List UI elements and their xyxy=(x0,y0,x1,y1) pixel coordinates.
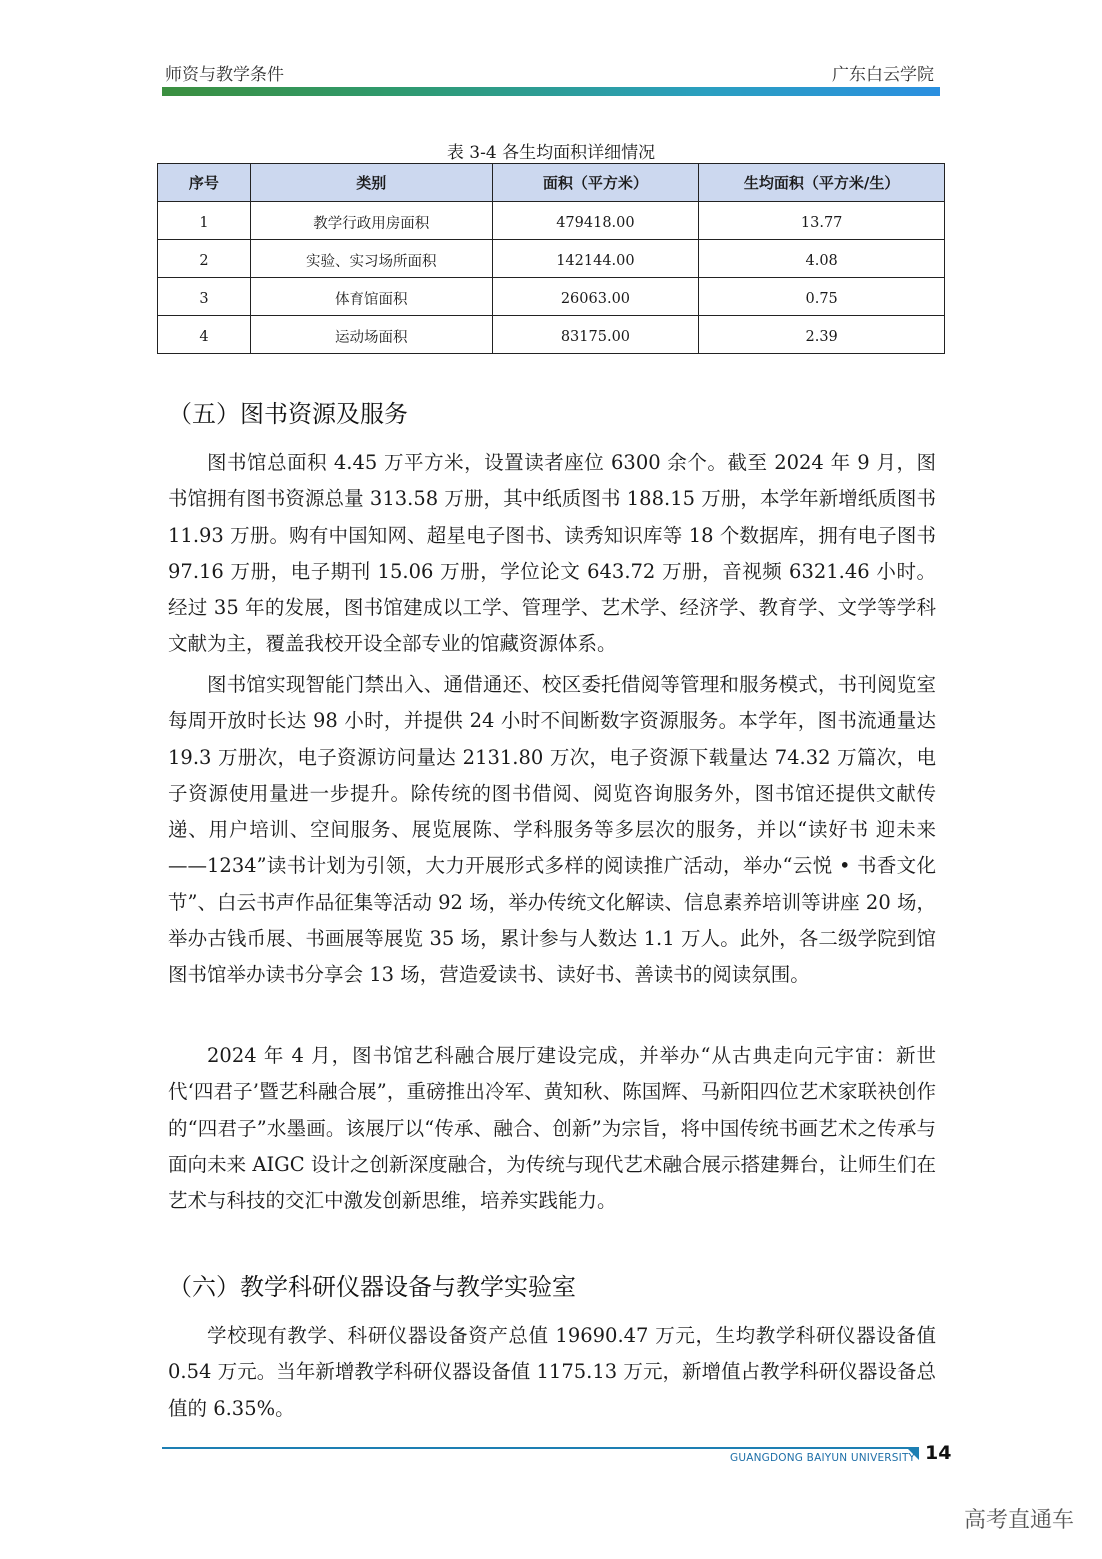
header-school-name: 广东白云学院 xyxy=(832,65,934,85)
table-cell: 26063.00 xyxy=(492,278,699,316)
table-row xyxy=(158,278,945,316)
table-cell: 体育馆面积 xyxy=(250,278,492,316)
area-table xyxy=(157,163,945,354)
paragraph-equipment-value: 学校现有教学、科研仪器设备资产总值 19690.47 万元，生均教学科研仪器设备值 0.54 万元。当年新增教学科研仪器设备值 1175.13 万元，新增值占教学科研仪器设备总值的 6.35%。 xyxy=(168,1324,936,1420)
table-cell: 3 xyxy=(158,278,251,316)
table-header-cell: 生均面积（平方米/生） xyxy=(699,164,945,202)
watermark-text: 高考直通车 xyxy=(963,1508,1074,1533)
table-header-cell: 面积（平方米） xyxy=(492,164,699,202)
table-row xyxy=(158,240,945,278)
table-cell: 运动场面积 xyxy=(250,316,492,354)
paragraph-library-resources: 图书馆总面积 4.45 万平方米，设置读者座位 6300 余个。截至 2024 年 9 月，图书馆拥有图书资源总量 313.58 万册，其中纸质图书 188.15 万册，本学年新增纸质图书 11.93 万册。购有中国知网、超星电子图书、读秀知识库等 18 个数据库，拥有电子图书 97.16 万册，电子期刊 15.06 万册，学位论文 643.72 万册，音视频 6321.46 小时。经过 35 年的发展，图书馆建成以工学、管理学、艺术学、经济学、教育学、文学等学科文献为主，覆盖我校开设全部专业的馆藏资源体系。 xyxy=(168,451,936,656)
table-cell: 13.77 xyxy=(699,202,945,240)
table-cell: 4.08 xyxy=(699,240,945,278)
page-number: 14 xyxy=(925,1442,952,1464)
footer-university-name: GUANGDONG BAIYUN UNIVERSITY xyxy=(730,1452,916,1464)
table-cell: 实验、实习场所面积 xyxy=(250,240,492,278)
table-header-cell: 类别 xyxy=(250,164,492,202)
paragraph-library-services: 图书馆实现智能门禁出入、通借通还、校区委托借阅等管理和服务模式，书刊阅览室每周开放时长达 98 小时，并提供 24 小时不间断数字资源服务。本学年，图书流通量达 19.3 万册次，电子资源访问量达 2131.80 万次，电子资源下载量达 74.32 万篇次，电子资源使用量进一步提升。除传统的图书借阅、阅览咨询服务外，图书馆还提供文献传递、用户培训、空间服务、展览展陈、学科服务等多层次的服务，并以“读好书 迎未来——1234”读书计划为引领，大力开展形式多样的阅读推广活动，举办“云悦 • 书香文化节”、白云书声作品征集等活动 92 场，举办传统文化解读、信息素养培训等讲座 20 场，举办古钱币展、书画展等展览 35 场，累计参与人数达 1.1 万人。此外，各二级学院到馆图书馆举办读书分享会 13 场，营造爱读书、读好书、善读书的阅读氛围。 xyxy=(168,673,936,987)
section-heading-library: （五）图书资源及服务 xyxy=(168,400,408,428)
table-row xyxy=(158,202,945,240)
table-cell: 479418.00 xyxy=(492,202,699,240)
table-cell: 83175.00 xyxy=(492,316,699,354)
table-cell: 2 xyxy=(158,240,251,278)
header-section-title: 师资与教学条件 xyxy=(165,65,284,85)
table-cell: 0.75 xyxy=(699,278,945,316)
table-caption: 表 3-4 各生均面积详细情况 xyxy=(446,143,656,163)
section-heading-equipment: （六）教学科研仪器设备与教学实验室 xyxy=(168,1273,576,1301)
table-cell: 2.39 xyxy=(699,316,945,354)
table-cell: 教学行政用房面积 xyxy=(250,202,492,240)
table-cell: 1 xyxy=(158,202,251,240)
footer-triangle-icon xyxy=(906,1447,919,1460)
table-header-cell: 序号 xyxy=(158,164,251,202)
table-cell: 142144.00 xyxy=(492,240,699,278)
table-cell: 4 xyxy=(158,316,251,354)
table-row xyxy=(158,316,945,354)
paragraph-art-exhibition: 2024 年 4 月，图书馆艺科融合展厅建设完成，并举办“从古典走向元宇宙：新世代‘四君子’暨艺科融合展”，重磅推出冷军、黄知秋、陈国辉、马新阳四位艺术家联袂创作的“四君子”水墨画。该展厅以“传承、融合、创新”为宗旨，将中国传统书画艺术之传承与面向未来 AIGC 设计之创新深度融合，为传统与现代艺术融合展示搭建舞台，让师生们在艺术与科技的交汇中激发创新思维，培养实践能力。 xyxy=(168,1044,936,1213)
header-gradient-bar xyxy=(162,87,940,96)
table-header-row xyxy=(158,164,945,202)
footer-line xyxy=(162,1447,914,1449)
